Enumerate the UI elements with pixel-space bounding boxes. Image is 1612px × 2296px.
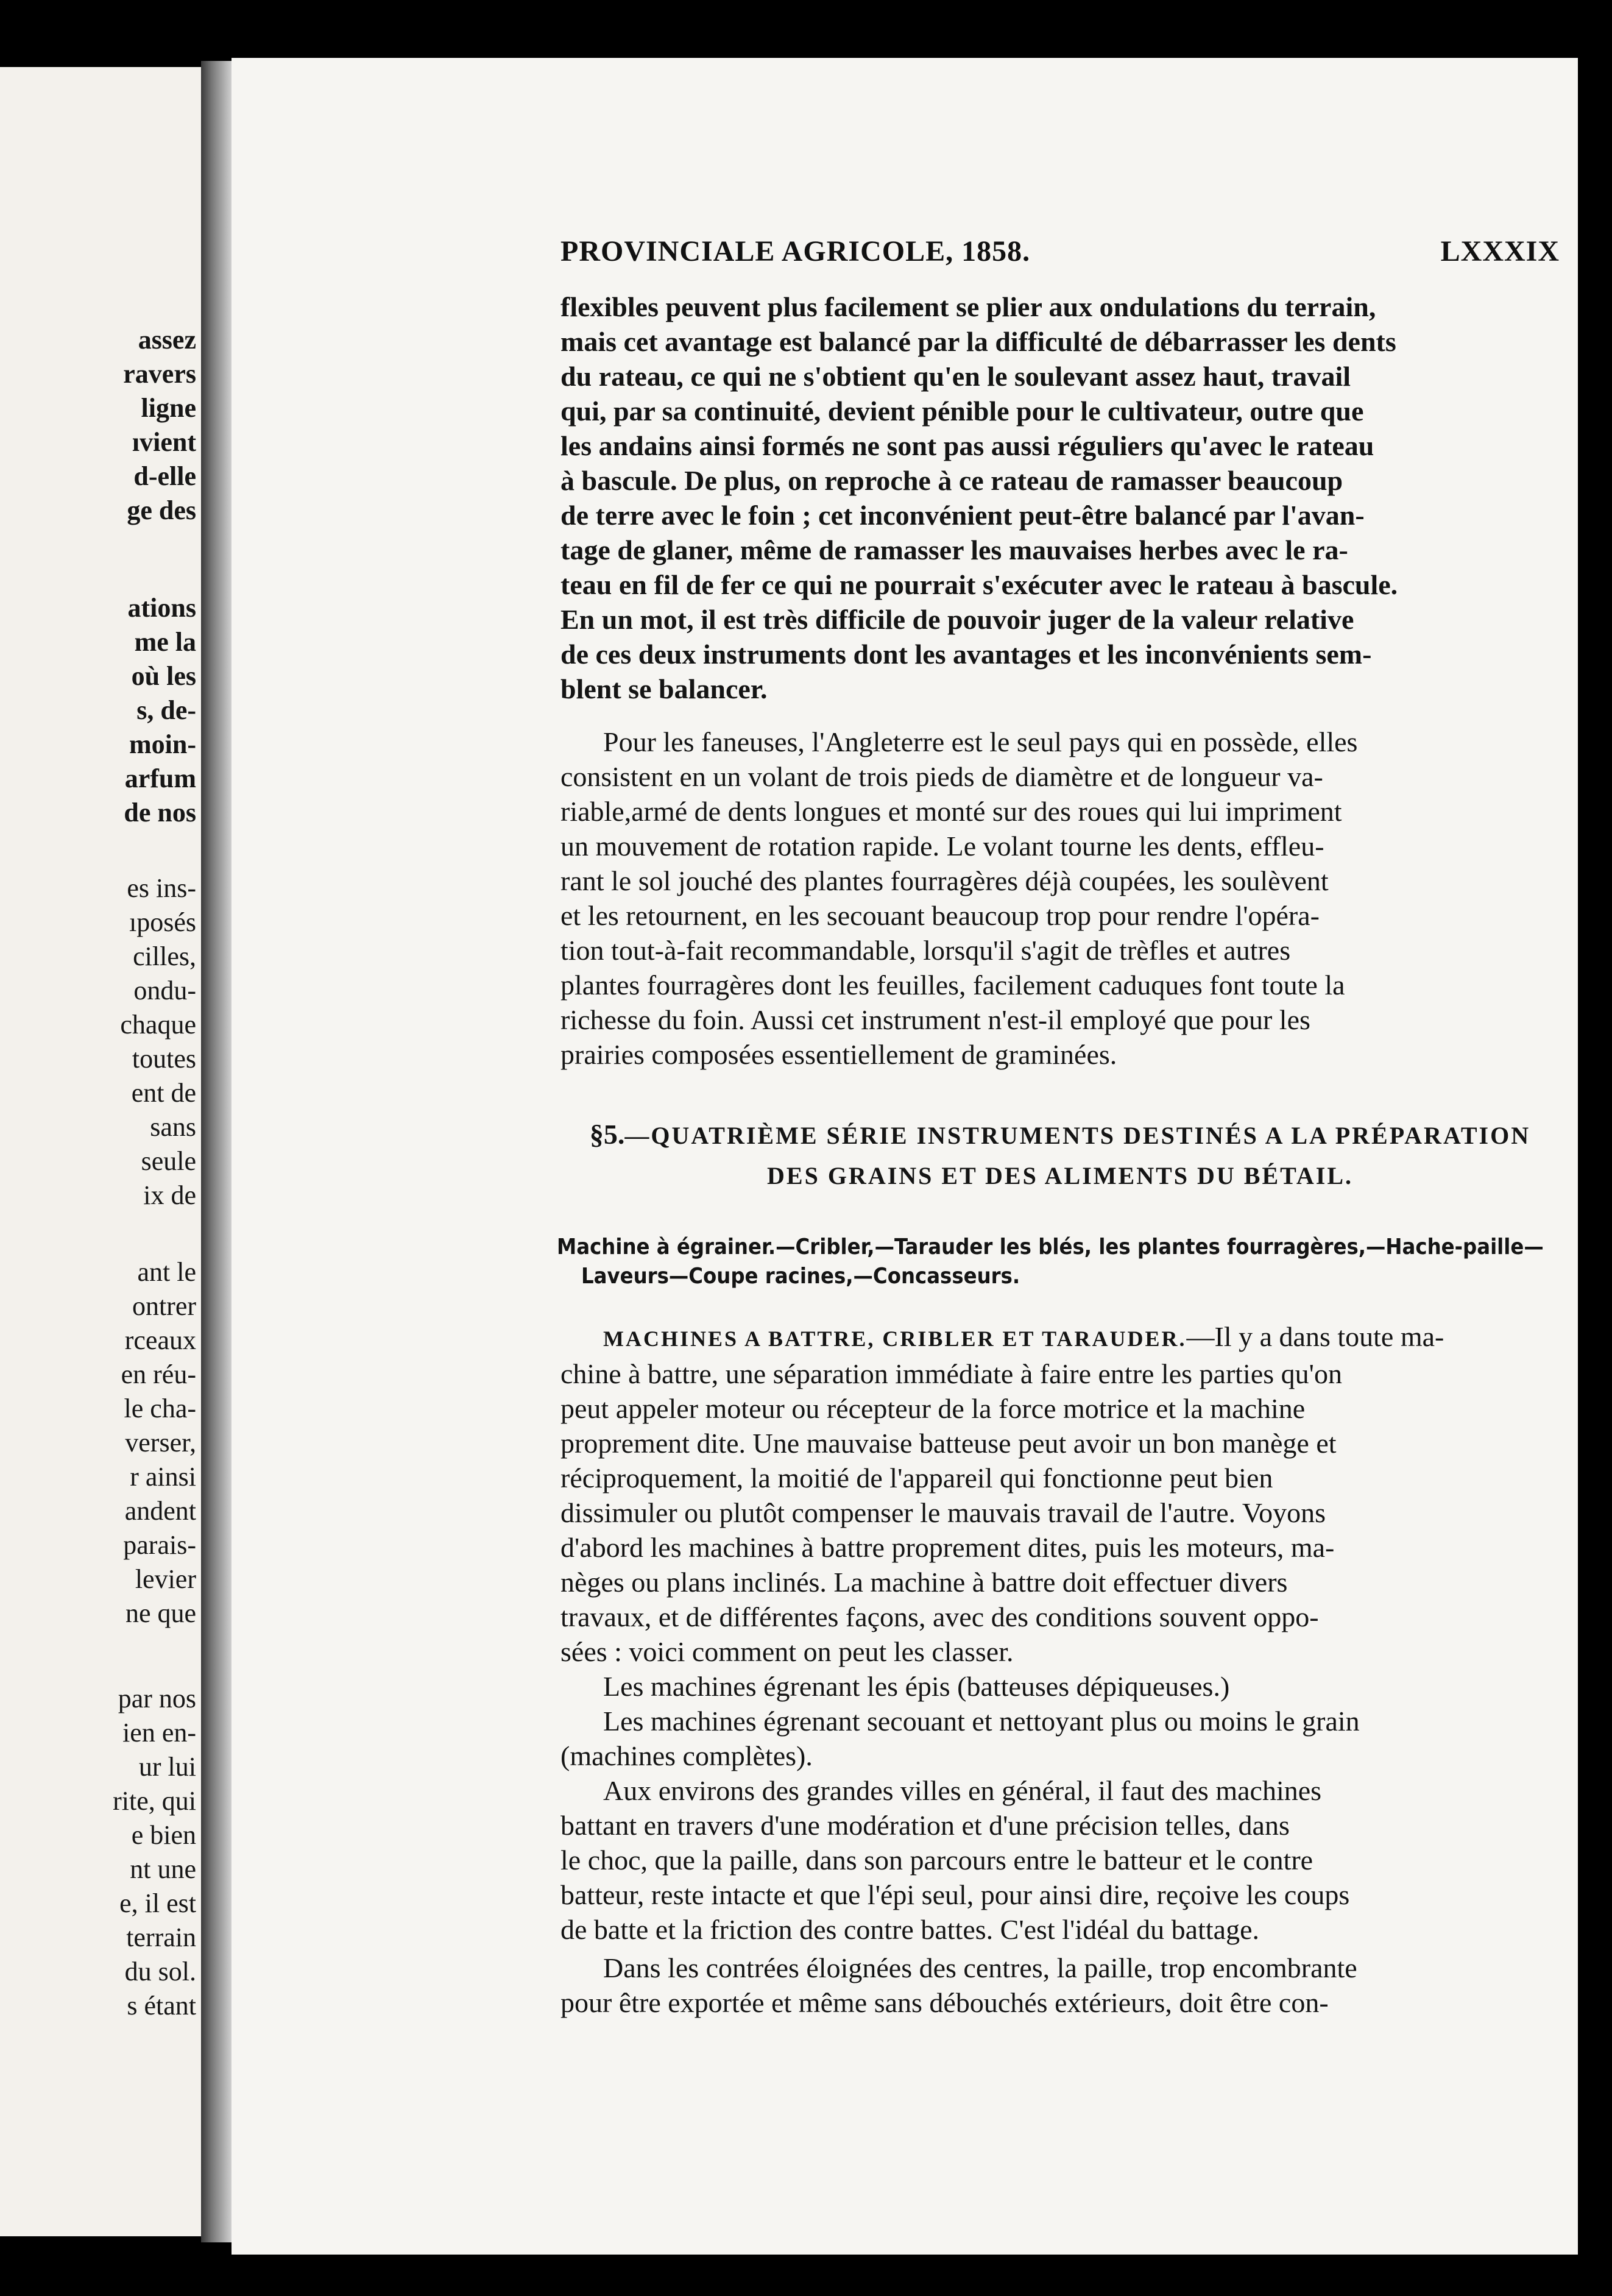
section-summary [557,1233,1560,1291]
text-line: riable,armé de dents longues et monté sur des roues qui lui impriment [560,796,1342,827]
text-line: richesse du foin. Aussi cet instrument n'est-il employé que pour les [560,1004,1310,1035]
left-page-text-fragment: ne que [125,1598,196,1628]
left-page-text-fragment: ontrer [132,1291,196,1321]
left-page-text-fragment: arfum [124,764,196,793]
text-line: plantes fourragères dont les feuilles, facilement caduques font toute la [560,969,1345,1001]
paragraph-tedders [560,725,1560,1072]
text-line: nèges ou plans inclinés. La machine à battre doit effectuer divers [560,1567,1288,1598]
left-page-text-fragment: s, de- [136,695,196,725]
page-number: LXXXIX [1440,235,1560,268]
text-line: le choc, que la paille, dans son parcours entre le batteur et le contre [560,1844,1313,1876]
left-page-text-fragment: rceaux [124,1325,196,1355]
text-line: Dans les contrées éloignées des centres, la paille, trop encombrante [603,1952,1357,1983]
left-page-text-fragment: ıvient [132,427,196,457]
left-page-text-fragment: d-elle [133,461,196,491]
text-line: du rateau, ce qui ne s'obtient qu'en le soulevant assez haut, travail [560,361,1351,392]
left-page-text-fragment: chaque [120,1010,196,1040]
text-line: teau en fil de fer ce qui ne pourrait s'exécuter avec le rateau à bascule. [560,569,1398,600]
left-page-text-fragment: rite, qui [113,1786,196,1816]
text-line: et les retournent, en les secouant beaucoup trop pour rendre l'opéra- [560,900,1320,931]
section-heading [560,1114,1560,1196]
left-page-text-fragment: e bien [131,1820,196,1850]
paragraph-rakes [560,289,1560,706]
text-line: chine à battre, une séparation immédiate à faire entre les parties qu'on [560,1358,1342,1389]
left-page-text-fragment: terrain [126,1922,196,1952]
text-line: prairies composées essentiellement de graminées. [560,1039,1117,1070]
left-page-text-fragment: toutes [132,1044,196,1074]
paragraph-remote [560,1951,1560,2020]
left-page-text-fragment: ravers [123,359,196,389]
left-page-text-fragment: es ins- [127,873,196,903]
section-heading-line2: DES GRAINS ET DES ALIMENTS DU BÉTAIL. [767,1162,1353,1189]
right-page [232,58,1578,2255]
text-line: sées : voici comment on peut les classer. [560,1636,1014,1667]
text-line: blent se balancer. [560,673,768,704]
text-line: de terre avec le foin ; cet inconvénient peut-être balancé par l'avan- [560,500,1365,531]
left-page-text-fragment: seule [141,1146,196,1176]
text-line: tion tout-à-fait recommandable, lorsqu'il s'agit de trèfles et autres [560,935,1291,966]
text-line: mais cet avantage est balancé par la difficulté de débarrasser les dents [560,326,1396,357]
running-head-title: PROVINCIALE AGRICOLE, 1858. [560,235,1031,268]
text-line: d'abord les machines à battre proprement dites, puis les moteurs, ma- [560,1532,1335,1563]
left-page-text-fragment: le cha- [124,1394,196,1423]
left-page-text-fragment: andent [124,1496,196,1526]
section-number: §5. [589,1119,625,1150]
list-item: Les machines égrenant les épis (batteuses dépiqueuses.) [603,1671,1230,1702]
left-page-text-fragment: ien en- [122,1718,196,1748]
left-page-edge [0,67,201,2236]
text-line: Aux environs des grandes villes en général, il faut des machines [603,1775,1322,1806]
left-page-text-fragment: me la [134,627,196,657]
text-line: qui, par sa continuité, devient pénible pour le cultivateur, outre que [560,395,1364,427]
left-page-text-fragment: ondu- [133,976,196,1005]
text-line: proprement dite. Une mauvaise batteuse peut avoir un bon manège et [560,1428,1337,1459]
left-page-text-fragment: s étant [127,1991,196,2021]
book-spine [201,61,232,2242]
text-line: consistent en un volant de trois pieds de diamètre et de longueur va- [560,761,1323,792]
left-page-text-fragment: ix de [143,1180,196,1210]
left-page-text-fragment: ations [127,593,196,623]
left-page-text-fragment: r ainsi [130,1462,196,1492]
paragraph-cities [560,1773,1560,1947]
text-line: battant en travers d'une modération et d'une précision telles, dans [560,1810,1290,1841]
left-page-text-fragment: e, il est [119,1888,196,1918]
text-line: pour être exportée et même sans débouchés extérieurs, doit être con- [560,1987,1329,2018]
left-page-text-fragment: en réu- [121,1359,196,1389]
text-line: batteur, reste intacte et que l'épi seul, pour ainsi dire, reçoive les coups [560,1879,1350,1910]
text-line: rant le sol jouché des plantes fourragères déjà coupées, les soulèvent [560,865,1329,896]
left-page-text-fragment: de nos [124,798,196,827]
left-page-text-fragment: verser, [125,1428,196,1458]
left-page-text-fragment: assez [138,325,196,355]
machine-list [560,1669,1560,1773]
text-line: un mouvement de rotation rapide. Le volant tourne les dents, effleu- [560,831,1324,862]
text-line: les andains ainsi formés ne sont pas aussi réguliers qu'avec le rateau [560,430,1374,461]
text-line: Pour les faneuses, l'Angleterre est le seul pays qui en possède, elles [603,726,1358,757]
text-line: réciproquement, la moitié de l'appareil qui fonctionne peut bien [560,1462,1273,1493]
left-page-text-fragment: sans [150,1112,196,1142]
text-line: à bascule. De plus, on reproche à ce rateau de ramasser beaucoup [560,465,1343,496]
left-page-text-fragment: nt une [130,1854,196,1884]
paragraph-threshing [560,1319,1560,1669]
left-page-text-fragment: parais- [123,1530,196,1560]
summary-line: Machine à égrainer.—Cribler,—Tarauder les blés, les plantes fourragères,—Hache-paille— [557,1235,1544,1260]
list-item: Les machines égrenant secouant et nettoyant plus ou moins le grain [603,1706,1360,1737]
left-page-text-fragment: ligne [141,393,196,423]
text-line: de ces deux instruments dont les avantages et les inconvénients sem- [560,639,1372,670]
left-page-text-fragment: levier [135,1564,196,1594]
paragraph-lead: MACHINES A BATTRE, CRIBLER ET TARAUDER. [603,1327,1187,1351]
text-line: —Il y a dans toute ma- [1186,1321,1444,1352]
left-page-text-fragment: ant le [137,1257,196,1287]
text-line: tage de glaner, même de ramasser les mauvaises herbes avec le ra- [560,534,1348,565]
left-page-text-fragment: par nos [118,1684,196,1713]
left-page-text-fragment: moin- [129,729,196,759]
text-line: dissimuler ou plutôt compenser le mauvais travail de l'autre. Voyons [560,1497,1326,1528]
left-page-text-fragment: où les [131,661,196,691]
section-heading-line1: —QUATRIÈME SÉRIE INSTRUMENTS DESTINÉS A LA PRÉPARATION [624,1122,1531,1149]
summary-line: Laveurs—Coupe racines,—Concasseurs. [581,1264,1020,1289]
left-page-text-fragment: cilles, [133,941,196,971]
text-line: de batte et la friction des contre battes. C'est l'idéal du battage. [560,1914,1259,1945]
left-page-text-fragment: du sol. [124,1957,196,1986]
left-page-text-fragment: ge des [127,495,196,525]
text-line: peut appeler moteur ou récepteur de la force motrice et la machine [560,1393,1306,1424]
left-page-text-fragment: ur lui [138,1752,196,1782]
page-body [557,289,1560,2020]
left-page-text-fragment: ıposés [129,907,196,937]
running-head [560,235,1560,268]
text-line: travaux, et de différentes façons, avec des conditions souvent oppo- [560,1601,1319,1632]
text-line: flexibles peuvent plus facilement se plier aux ondulations du terrain, [560,291,1376,322]
list-item: (machines complètes). [560,1740,813,1771]
text-line: En un mot, il est très difficile de pouvoir juger de la valeur relative [560,604,1354,635]
left-page-text-fragment: ent de [131,1078,196,1108]
